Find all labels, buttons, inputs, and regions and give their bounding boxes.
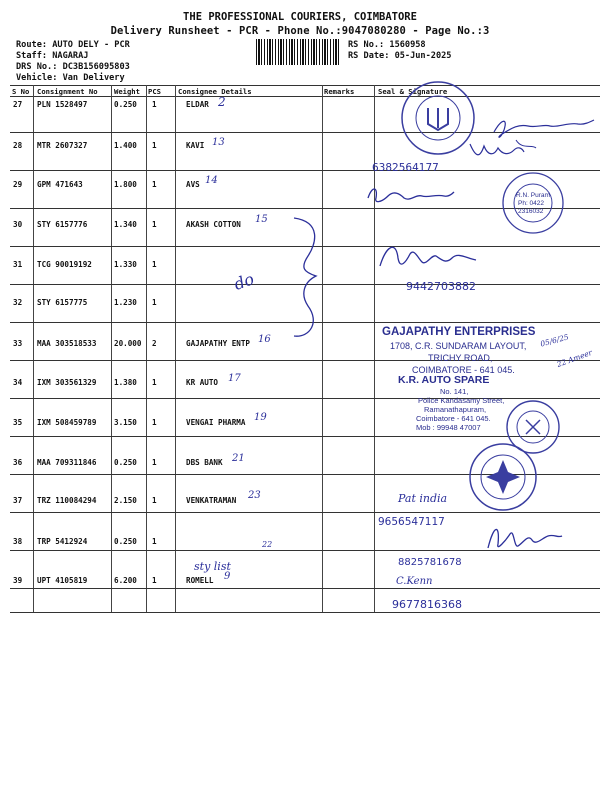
table-top-rule [10,85,600,86]
row-weight: 0.250 [114,100,137,109]
row-sno: 33 [13,339,23,348]
rn-phone-number: 2316032 [518,208,544,215]
rn-phone-label: Ph: 0422 [518,200,545,207]
col-consignee: Consignee Details [178,87,252,96]
row-pcs: 1 [152,576,157,585]
col-consignment: Consignment No [37,87,98,96]
row-handwritten-number: 23 [248,490,261,501]
dbs-bank-seal [466,440,540,514]
barcode [256,39,340,65]
handwritten-date: 05/6/25 [539,332,570,349]
row-consignee: ELDAR [186,100,209,109]
col-divider [111,85,112,613]
row-handwritten-number: 16 [258,334,271,345]
row-consignment: IXM 508459789 [37,418,97,427]
table-bottom-rule [10,612,600,613]
handwritten-note: 22 Ameer [555,347,594,370]
row-consignee: KAVI [186,141,205,150]
col-divider [175,85,176,613]
row-sno: 31 [13,260,23,269]
row-sno: 32 [13,298,23,307]
row-pcs: 1 [152,220,157,229]
col-weight: Weight [114,87,140,96]
row-weight: 6.200 [114,576,137,585]
gajapathy-stamp-address: COIMBATORE - 641 045. [412,365,515,375]
handwritten-ditto: do [231,269,257,294]
row-weight: 1.330 [114,260,137,269]
row-pcs: 1 [152,537,157,546]
row-consignment: IXM 303561329 [37,378,97,387]
row-sno: 34 [13,378,23,387]
phone-row39: 9677816368 [392,598,462,611]
row-pcs: 1 [152,180,157,189]
row-pcs: 1 [152,458,157,467]
row-consignment: TRZ 110084294 [37,496,97,505]
gajapathy-stamp-name: GAJAPATHY ENTERPRISES [382,326,536,338]
drs-label: DRS No.: DC3B156095803 [16,62,130,72]
route-label: Route: AUTO DELY - PCR [16,40,130,50]
row-handwritten-number: 21 [232,453,245,464]
row-consignee: VENKATRAMAN [186,496,237,505]
row-consignment: UPT 4105819 [37,576,88,585]
row-weight: 1.340 [114,220,137,229]
row-consignee: KR AUTO [186,378,219,387]
col-divider [33,85,34,613]
row-handwritten-number: 2 [218,95,226,109]
row-sno: 35 [13,418,23,427]
row-pcs: 1 [152,100,157,109]
kr-auto-stamp-address: No. 141, [440,387,469,396]
row-consignment: STY 6157775 [37,298,88,307]
row-handwritten-number: 19 [254,412,267,423]
row-rule [10,360,600,361]
row-weight: 3.150 [114,418,137,427]
signature-row38 [484,520,564,556]
row-consignment: MTR 2607327 [37,141,88,150]
row-consignee: ROMELL [186,576,214,585]
rs-number: RS No.: 1560958 [348,40,426,50]
row-pcs: 1 [152,496,157,505]
row-pcs: 1 [152,260,157,269]
pharmacy-seal [398,78,478,158]
row-consignee: AKASH COTTON [186,220,241,229]
phone-row38: 8825781678 [398,557,462,568]
row-pcs: 1 [152,141,157,150]
row-weight: 1.380 [114,378,137,387]
handwritten-name-row37: Pat india [398,492,448,505]
row-sno: 39 [13,576,23,585]
col-pcs: PCS [148,87,161,96]
company-title: THE PROFESSIONAL COURIERS, COIMBATORE [183,11,417,23]
row-sno: 27 [13,100,23,109]
kr-auto-stamp-mobile: Mob : 99948 47007 [416,423,481,432]
row-weight: 1.400 [114,141,137,150]
rn-puram-label: R.N. Puram [516,192,550,199]
row-sno: 37 [13,496,23,505]
col-divider [322,85,323,613]
row-weight: 2.150 [114,496,137,505]
row-sno: 36 [13,458,23,467]
phone-row37: 9656547117 [378,516,445,528]
row-sno: 29 [13,180,23,189]
row-consignment: PLN 1528497 [37,100,88,109]
row-pcs: 2 [152,339,157,348]
row-pcs: 1 [152,378,157,387]
row-handwritten-number: 9 [224,571,231,582]
row-sno: 28 [13,141,23,150]
row-consignment: MAA 303518533 [37,339,97,348]
vehicle-label: Vehicle: Van Delivery [16,73,125,83]
col-sno: S No [12,87,30,96]
row-weight: 20.000 [114,339,142,348]
row-consignment: TRP 5412924 [37,537,88,546]
row-consignee: GAJAPATHY ENTP [186,339,251,348]
signature-row29 [364,182,456,208]
col-seal: Seal & Signature [378,87,448,96]
phone-row28: 6382564177 [372,162,439,174]
kr-auto-stamp-name: K.R. AUTO SPARE [398,374,490,386]
row-weight: 1.230 [114,298,137,307]
row-weight: 0.250 [114,458,137,467]
kr-auto-stamp-address: Police Kandasamy Street, [418,396,505,405]
col-remarks: Remarks [324,87,355,96]
phone-row31: 9442703882 [406,280,476,293]
row-handwritten-number: 13 [212,137,225,148]
row-rule [10,588,600,589]
row-weight: 0.250 [114,537,137,546]
col-divider [146,85,147,613]
row-handwritten-number: 22 [262,540,273,549]
signature-row31 [376,236,482,276]
row-handwritten-number: 14 [205,175,218,186]
gajapathy-stamp-address: 1708, C.R. SUNDARAM LAYOUT, [390,341,527,351]
row-sno: 38 [13,537,23,546]
row-consignment: TCG 90019192 [37,260,92,269]
row-weight: 1.800 [114,180,137,189]
row-pcs: 1 [152,298,157,307]
row-consignment: MAA 709311846 [37,458,97,467]
runsheet-subtitle: Delivery Runsheet - PCR - Phone No.:9047080280 - Page No.:3 [110,25,490,37]
row-consignment: GPM 471643 [37,180,83,189]
row-pcs: 1 [152,418,157,427]
row-consignment: STY 6157776 [37,220,88,229]
rs-date: RS Date: 05-Jun-2025 [348,51,452,61]
row-sno: 30 [13,220,23,229]
kr-auto-stamp-address: Coimbatore - 641 045. [416,414,491,423]
row-consignee: DBS BANK [186,458,223,467]
handwritten-sty-list: sty list [194,560,231,573]
gajapathy-stamp-address: TRICHY ROAD, [428,353,493,363]
row-handwritten-number: 17 [228,373,241,384]
kr-auto-stamp-address: Ramanathapuram, [424,405,487,414]
staff-label: Staff: NAGARAJ [16,51,89,61]
table-header-rule [10,96,600,97]
row-consignee: AVS [186,180,200,189]
row-handwritten-number: 15 [255,214,268,225]
row-consignee: VENGAI PHARMA [186,418,246,427]
handwritten-name-row39: C.Kenn [396,576,433,587]
